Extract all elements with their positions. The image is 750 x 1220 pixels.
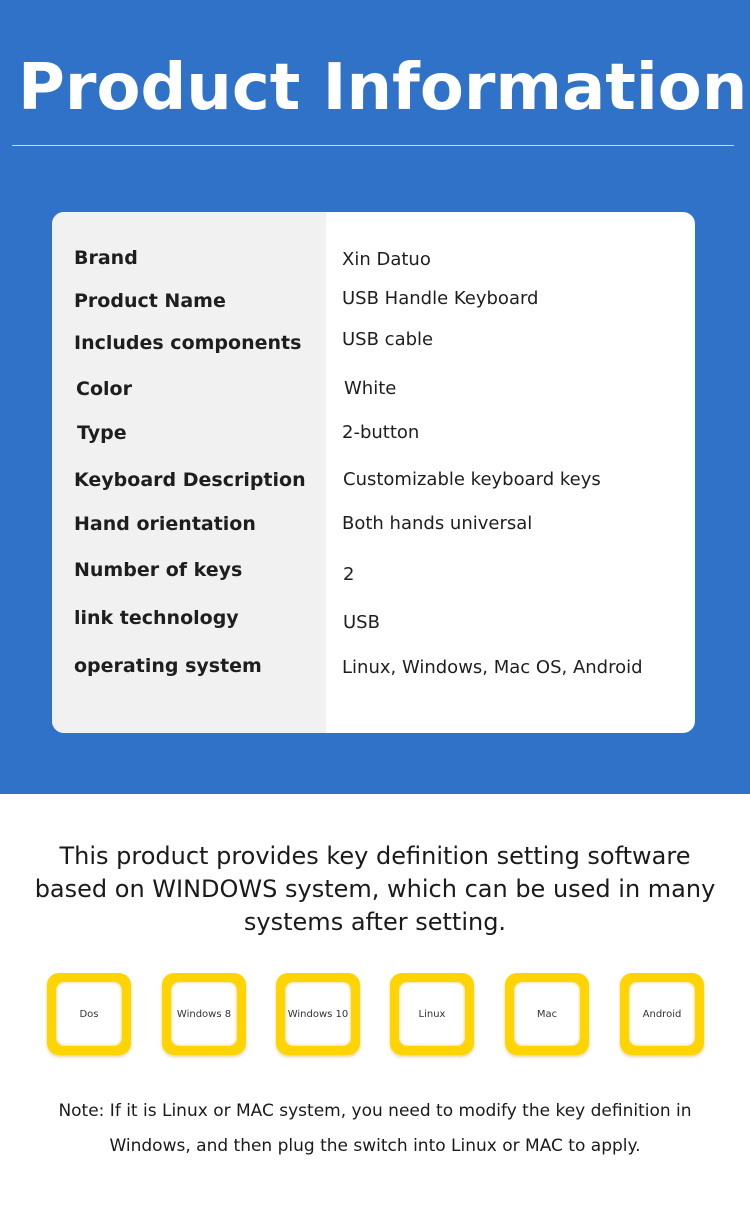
- os-tile-face: [399, 982, 465, 1046]
- os-label: Linux: [418, 1008, 446, 1020]
- spec-row-brand: [52, 243, 695, 273]
- page-title: Product Information: [18, 51, 748, 125]
- spec-label: Type: [77, 422, 127, 444]
- os-label: Mac: [536, 1008, 558, 1020]
- spec-row-type: [52, 418, 695, 448]
- os-label: Android: [642, 1008, 682, 1020]
- spec-label: Product Name: [74, 290, 226, 312]
- spec-row-keyboard-description: [52, 465, 695, 495]
- spec-label: Brand: [74, 247, 138, 269]
- compatibility-description: This product provides key definition setting software based on WINDOWS system, which can be used in many systems after setting.: [34, 842, 716, 936]
- os-label: Windows 8: [176, 1008, 232, 1020]
- spec-row-link-technology: [52, 603, 695, 633]
- spec-label: Includes components: [74, 332, 302, 354]
- spec-value: Linux, Windows, Mac OS, Android: [342, 657, 643, 678]
- spec-value: USB cable: [342, 329, 434, 350]
- os-tile-face: [629, 982, 695, 1046]
- spec-value: Both hands universal: [342, 513, 533, 534]
- os-tile-face: [285, 982, 351, 1046]
- spec-label: operating system: [74, 655, 262, 677]
- spec-table: [52, 212, 695, 733]
- os-tile-face: [514, 982, 580, 1046]
- os-tile-windows-10: [276, 973, 360, 1055]
- spec-row-hand-orientation: [52, 509, 695, 539]
- spec-label: Keyboard Description: [74, 469, 306, 491]
- spec-row-color: [52, 374, 695, 404]
- os-tile-face: [171, 982, 237, 1046]
- spec-label: Color: [76, 378, 132, 400]
- os-tile-dos: [47, 973, 131, 1055]
- spec-label: Number of keys: [74, 559, 243, 581]
- os-tile-linux: [390, 973, 474, 1055]
- spec-row-number-of-keys: [52, 555, 695, 585]
- os-label: Windows 10: [287, 1008, 349, 1020]
- os-label: Dos: [79, 1008, 99, 1020]
- os-compatibility-list: [0, 973, 750, 1059]
- spec-value: Xin Datuo: [342, 249, 431, 270]
- os-tile-face: [56, 982, 122, 1046]
- spec-value: White: [344, 378, 397, 399]
- spec-value: 2: [343, 564, 355, 585]
- os-tile-windows-8: [162, 973, 246, 1055]
- spec-value: Customizable keyboard keys: [343, 469, 601, 490]
- spec-row-includes-components: [52, 328, 695, 358]
- os-tile-mac: [505, 973, 589, 1055]
- spec-label: Hand orientation: [74, 513, 256, 535]
- spec-value: USB: [343, 612, 380, 633]
- spec-value: 2-button: [342, 422, 420, 443]
- compatibility-note: Note: If it is Linux or MAC system, you need to modify the key definition in Windows, and then plug the switch into Linux or MAC to apply.: [58, 1101, 692, 1156]
- os-tile-android: [620, 973, 704, 1055]
- title-divider: [12, 145, 734, 146]
- spec-row-product-name: [52, 286, 695, 316]
- spec-row-operating-system: [52, 651, 695, 681]
- spec-label: link technology: [74, 607, 239, 629]
- spec-value: USB Handle Keyboard: [342, 288, 539, 309]
